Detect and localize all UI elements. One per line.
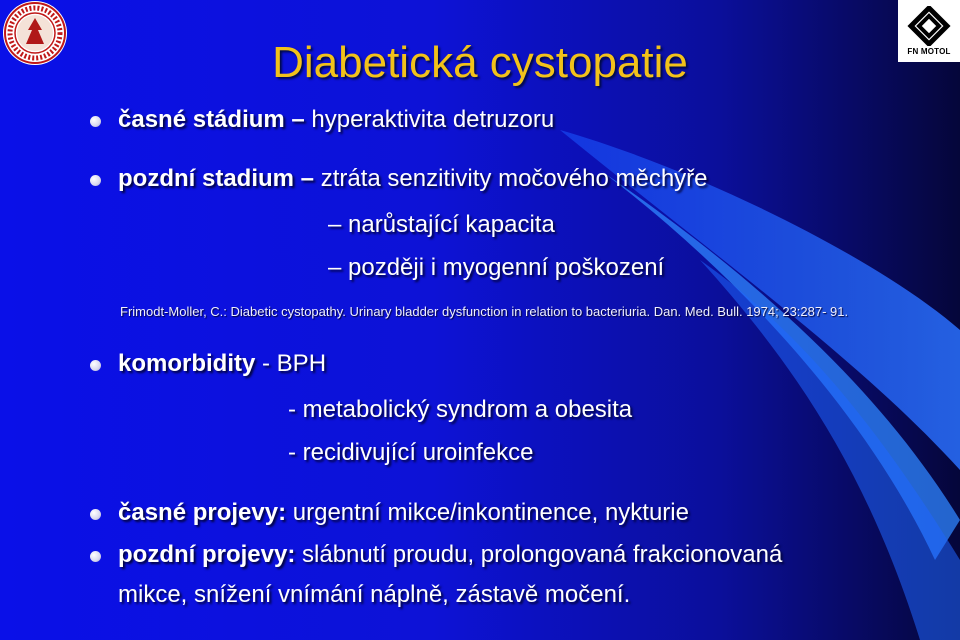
comorbidity-label: komorbidity (118, 350, 256, 377)
comorbidity-text: - BPH (255, 350, 327, 377)
comorbidity-uti: - recidivující uroinfekce (288, 439, 534, 466)
late-stage-dash: – (294, 165, 321, 192)
bullet-icon (90, 116, 101, 127)
early-signs-label: časné projevy: (118, 499, 287, 526)
fn-motol-logo (898, 0, 960, 62)
early-stage-text: hyperaktivita detruzoru (311, 106, 555, 133)
early-signs-text: urgentní mikce/inkontinence, nykturie (286, 499, 689, 526)
fn-motol-mark-icon (907, 6, 951, 46)
slide-title: Diabetická cystopatie (272, 38, 688, 87)
late-stage-label: pozdní stadium (118, 165, 294, 192)
bullet-icon (90, 509, 101, 520)
university-seal-icon (0, 0, 70, 70)
bullet-icon (90, 551, 101, 562)
reference-citation: Frimodt-Moller, C.: Diabetic cystopathy. Urinary bladder dysfunction in relation to bacteriuria. Dan. Med. Bull. 1974; 23:287- 91. (120, 304, 849, 319)
sub-item-myogenic: – později i myogenní poškození (328, 254, 665, 281)
late-signs-label: pozdní projevy: (118, 541, 296, 568)
early-stage-label: časné stádium (118, 106, 285, 133)
late-stage-text: ztráta senzitivity močového měchýře (320, 165, 708, 192)
bullet-late-signs (118, 541, 782, 569)
bullet-icon (90, 175, 101, 186)
early-stage-dash: – (284, 106, 312, 133)
fn-motol-label: FN MOTOL (907, 47, 951, 56)
late-signs-text: slábnutí proudu, prolongovaná frakcionovaná (295, 541, 783, 568)
bullet-late-stage (118, 165, 708, 193)
bullet-early-stage (118, 106, 554, 134)
bullet-early-signs (118, 499, 689, 527)
late-signs-continuation: mikce, snížení vnímání náplně, zástavě močení. (118, 581, 631, 608)
bullet-icon (90, 360, 101, 371)
sub-item-capacity: – narůstající kapacita (328, 211, 555, 238)
bullet-comorbidity (118, 350, 326, 378)
comorbidity-metabolic: - metabolický syndrom a obesita (288, 396, 633, 423)
